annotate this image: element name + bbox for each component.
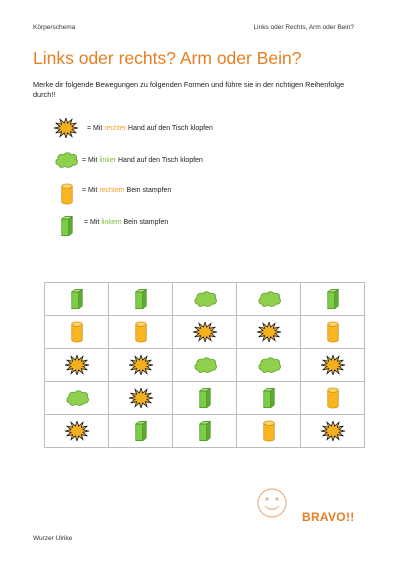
star-icon (256, 323, 282, 340)
box-icon (262, 389, 276, 406)
legend-prefix: = Mit (82, 157, 100, 164)
legend-text (87, 125, 213, 132)
legend-item (0, 150, 400, 174)
grid-cell (109, 382, 173, 415)
shape-grid (44, 282, 365, 448)
grid-cell (237, 316, 301, 349)
grid-cell (109, 349, 173, 382)
legend-highlight: linker (99, 157, 117, 164)
cloud-icon (192, 356, 218, 373)
cylinder-icon (326, 389, 340, 406)
box-icon (60, 214, 74, 243)
cylinder-icon (70, 323, 84, 340)
legend-suffix: Bein stampfen (121, 219, 169, 226)
legend-prefix: = Mit (87, 125, 105, 132)
legend-item (0, 182, 400, 206)
bravo-text: BRAVO!! (302, 510, 355, 524)
smiley-icon (255, 487, 289, 519)
grid-row (45, 283, 365, 316)
star-icon (64, 356, 90, 373)
grid-row (45, 382, 365, 415)
grid-cell (301, 415, 365, 448)
grid-cell (301, 349, 365, 382)
cloud-icon (53, 150, 79, 175)
legend-text (82, 157, 203, 164)
grid-cell (109, 283, 173, 316)
box-icon (198, 389, 212, 406)
footer-author: Wurzer Ulrike (33, 535, 73, 542)
cylinder-icon (134, 323, 148, 340)
grid-cell (173, 415, 237, 448)
grid-cell (173, 349, 237, 382)
cylinder-icon (60, 182, 74, 211)
grid-cell (45, 316, 109, 349)
header-left: Körperschema (33, 24, 76, 31)
star-icon (64, 422, 90, 439)
grid-cell (301, 316, 365, 349)
legend-text (82, 187, 171, 194)
grid-cell (237, 283, 301, 316)
legend-highlight: rechter (104, 125, 127, 132)
grid-cell (237, 415, 301, 448)
grid-cell (109, 316, 173, 349)
legend-item (0, 118, 400, 142)
box-icon (198, 422, 212, 439)
grid-cell (237, 349, 301, 382)
grid-cell (173, 283, 237, 316)
box-icon (134, 422, 148, 439)
grid-cell (173, 382, 237, 415)
grid-cell (173, 316, 237, 349)
cylinder-icon (262, 422, 276, 439)
star-icon (192, 323, 218, 340)
instructions: Merke dir folgende Bewegungen zu folgenden Formen und führe sie in der richtigen Reihenfolge durch!! (33, 80, 345, 99)
legend-suffix: Bein stampfen (124, 187, 172, 194)
grid-row (45, 316, 365, 349)
page-title: Links oder rechts? Arm oder Bein? (33, 48, 302, 68)
star-icon (128, 389, 154, 406)
grid-cell (45, 283, 109, 316)
legend-suffix: Hand auf den Tisch klopfen (116, 157, 203, 164)
star-icon (320, 422, 346, 439)
legend-highlight: rechtem (99, 187, 125, 194)
grid-row (45, 415, 365, 448)
legend-prefix: = Mit (82, 187, 100, 194)
grid-cell (45, 382, 109, 415)
cloud-icon (256, 356, 282, 373)
legend-highlight: linkem (101, 219, 122, 226)
cloud-icon (192, 290, 218, 307)
box-icon (326, 290, 340, 307)
grid-cell (301, 283, 365, 316)
grid-row (45, 349, 365, 382)
legend-text (84, 219, 168, 226)
legend-prefix: = Mit (84, 219, 102, 226)
legend-item (0, 214, 400, 238)
cylinder-icon (326, 323, 340, 340)
grid-cell (301, 382, 365, 415)
box-icon (70, 290, 84, 307)
star-icon (128, 356, 154, 373)
cloud-icon (256, 290, 282, 307)
grid-cell (45, 349, 109, 382)
legend-suffix: Hand auf den Tisch klopfen (126, 125, 213, 132)
star-icon (320, 356, 346, 373)
box-icon (134, 290, 148, 307)
grid-cell (237, 382, 301, 415)
grid-cell (109, 415, 173, 448)
cloud-icon (64, 389, 90, 406)
grid-cell (45, 415, 109, 448)
header-right: Links oder Rechts, Arm oder Bein? (253, 24, 354, 31)
star-icon (53, 118, 79, 143)
